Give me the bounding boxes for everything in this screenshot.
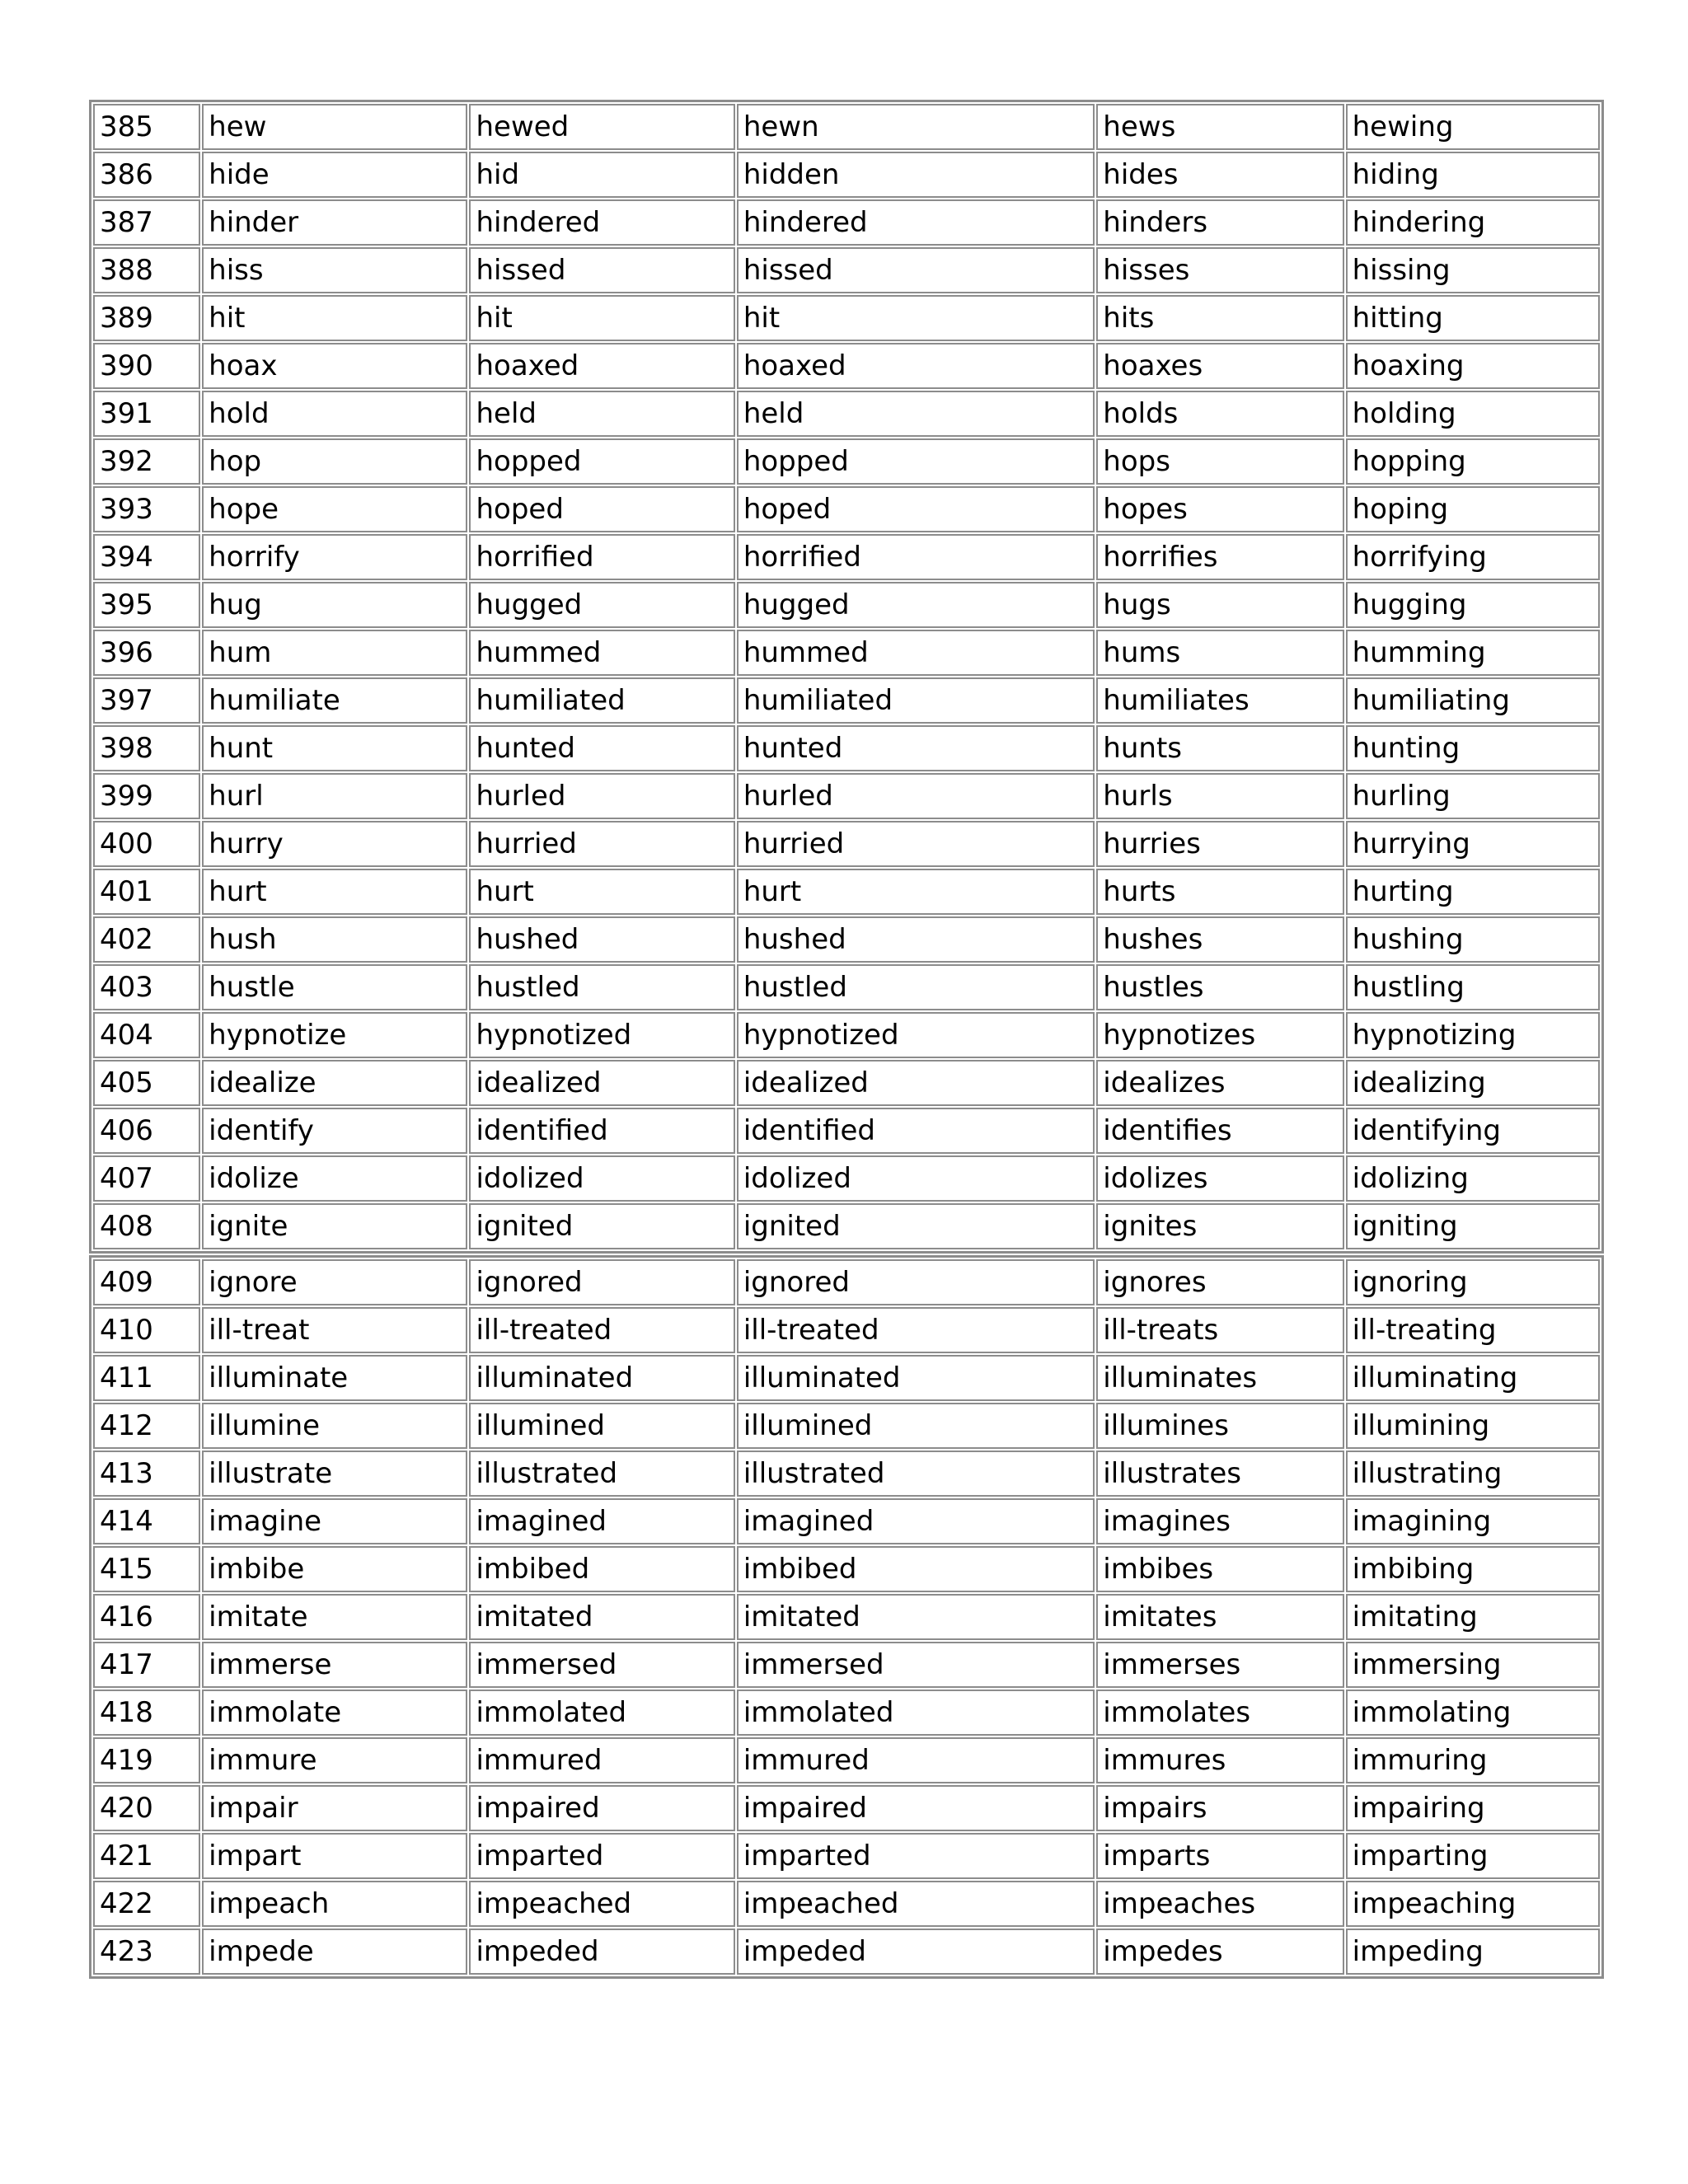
row-number-cell: 401 bbox=[93, 869, 200, 915]
row-number-cell: 418 bbox=[93, 1690, 200, 1736]
table-row bbox=[93, 677, 1600, 724]
row-number-cell: 399 bbox=[93, 773, 200, 819]
table-row bbox=[93, 534, 1600, 580]
present-participle-cell: hurrying bbox=[1346, 821, 1600, 867]
present-participle-cell: immolating bbox=[1346, 1690, 1600, 1736]
third-person-singular-cell: hypnotizes bbox=[1096, 1012, 1343, 1058]
row-number-cell: 420 bbox=[93, 1785, 200, 1831]
third-person-singular-cell: hurries bbox=[1096, 821, 1343, 867]
third-person-singular-cell: hopes bbox=[1096, 486, 1343, 532]
table-row bbox=[93, 1403, 1600, 1449]
third-person-singular-cell: ignores bbox=[1096, 1259, 1343, 1305]
third-person-singular-cell: hugs bbox=[1096, 582, 1343, 628]
table-row bbox=[93, 199, 1600, 246]
table-row bbox=[93, 1108, 1600, 1154]
table-row bbox=[93, 1642, 1600, 1688]
base-form-cell: humiliate bbox=[202, 677, 467, 724]
verb-table-2 bbox=[89, 1255, 1604, 1979]
past-simple-cell: hurled bbox=[469, 773, 734, 819]
past-participle-cell: hurt bbox=[737, 869, 1095, 915]
past-simple-cell: hit bbox=[469, 295, 734, 341]
past-participle-cell: idealized bbox=[737, 1060, 1095, 1106]
third-person-singular-cell: illustrates bbox=[1096, 1451, 1343, 1497]
row-number-cell: 405 bbox=[93, 1060, 200, 1106]
past-simple-cell: hoped bbox=[469, 486, 734, 532]
present-participle-cell: impairing bbox=[1346, 1785, 1600, 1831]
past-participle-cell: illustrated bbox=[737, 1451, 1095, 1497]
past-participle-cell: imagined bbox=[737, 1498, 1095, 1544]
third-person-singular-cell: hurls bbox=[1096, 773, 1343, 819]
third-person-singular-cell: identifies bbox=[1096, 1108, 1343, 1154]
past-participle-cell: imbibed bbox=[737, 1546, 1095, 1592]
present-participle-cell: ill-treating bbox=[1346, 1307, 1600, 1353]
table-row bbox=[93, 1737, 1600, 1783]
table-row bbox=[93, 343, 1600, 389]
verb-table-body bbox=[93, 104, 1600, 1249]
table-row bbox=[93, 1259, 1600, 1305]
base-form-cell: idolize bbox=[202, 1155, 467, 1202]
table-row bbox=[93, 725, 1600, 771]
past-participle-cell: hushed bbox=[737, 916, 1095, 963]
base-form-cell: horrify bbox=[202, 534, 467, 580]
past-simple-cell: imparted bbox=[469, 1833, 734, 1879]
base-form-cell: hoax bbox=[202, 343, 467, 389]
present-participle-cell: hunting bbox=[1346, 725, 1600, 771]
row-number-cell: 406 bbox=[93, 1108, 200, 1154]
row-number-cell: 404 bbox=[93, 1012, 200, 1058]
third-person-singular-cell: illumines bbox=[1096, 1403, 1343, 1449]
verb-tables bbox=[89, 100, 1604, 1979]
past-participle-cell: imitated bbox=[737, 1594, 1095, 1640]
past-simple-cell: hopped bbox=[469, 438, 734, 485]
present-participle-cell: hurling bbox=[1346, 773, 1600, 819]
third-person-singular-cell: holds bbox=[1096, 391, 1343, 437]
past-participle-cell: hunted bbox=[737, 725, 1095, 771]
past-simple-cell: illumined bbox=[469, 1403, 734, 1449]
past-participle-cell: hustled bbox=[737, 964, 1095, 1010]
row-number-cell: 407 bbox=[93, 1155, 200, 1202]
base-form-cell: imitate bbox=[202, 1594, 467, 1640]
row-number-cell: 400 bbox=[93, 821, 200, 867]
base-form-cell: imagine bbox=[202, 1498, 467, 1544]
present-participle-cell: illustrating bbox=[1346, 1451, 1600, 1497]
row-number-cell: 389 bbox=[93, 295, 200, 341]
base-form-cell: immolate bbox=[202, 1690, 467, 1736]
verb-table-body bbox=[93, 1259, 1600, 1975]
past-simple-cell: immolated bbox=[469, 1690, 734, 1736]
past-simple-cell: hindered bbox=[469, 199, 734, 246]
past-participle-cell: impaired bbox=[737, 1785, 1095, 1831]
table-row bbox=[93, 1355, 1600, 1401]
past-participle-cell: ignited bbox=[737, 1203, 1095, 1249]
row-number-cell: 409 bbox=[93, 1259, 200, 1305]
third-person-singular-cell: horrifies bbox=[1096, 534, 1343, 580]
past-simple-cell: hushed bbox=[469, 916, 734, 963]
present-participle-cell: ignoring bbox=[1346, 1259, 1600, 1305]
past-participle-cell: hurried bbox=[737, 821, 1095, 867]
past-participle-cell: hurled bbox=[737, 773, 1095, 819]
past-simple-cell: imagined bbox=[469, 1498, 734, 1544]
base-form-cell: immure bbox=[202, 1737, 467, 1783]
third-person-singular-cell: immolates bbox=[1096, 1690, 1343, 1736]
base-form-cell: immerse bbox=[202, 1642, 467, 1688]
row-number-cell: 388 bbox=[93, 247, 200, 293]
past-participle-cell: immersed bbox=[737, 1642, 1095, 1688]
third-person-singular-cell: hinders bbox=[1096, 199, 1343, 246]
third-person-singular-cell: idolizes bbox=[1096, 1155, 1343, 1202]
past-simple-cell: imbibed bbox=[469, 1546, 734, 1592]
past-participle-cell: hit bbox=[737, 295, 1095, 341]
third-person-singular-cell: hews bbox=[1096, 104, 1343, 150]
table-row bbox=[93, 916, 1600, 963]
past-participle-cell: horrified bbox=[737, 534, 1095, 580]
base-form-cell: identify bbox=[202, 1108, 467, 1154]
base-form-cell: hunt bbox=[202, 725, 467, 771]
past-participle-cell: ill-treated bbox=[737, 1307, 1095, 1353]
row-number-cell: 386 bbox=[93, 152, 200, 198]
present-participle-cell: igniting bbox=[1346, 1203, 1600, 1249]
table-row bbox=[93, 1785, 1600, 1831]
third-person-singular-cell: illuminates bbox=[1096, 1355, 1343, 1401]
base-form-cell: idealize bbox=[202, 1060, 467, 1106]
table-row bbox=[93, 486, 1600, 532]
third-person-singular-cell: impeaches bbox=[1096, 1881, 1343, 1927]
present-participle-cell: hugging bbox=[1346, 582, 1600, 628]
past-simple-cell: hissed bbox=[469, 247, 734, 293]
table-row bbox=[93, 1594, 1600, 1640]
row-number-cell: 391 bbox=[93, 391, 200, 437]
past-simple-cell: hunted bbox=[469, 725, 734, 771]
row-number-cell: 403 bbox=[93, 964, 200, 1010]
past-participle-cell: held bbox=[737, 391, 1095, 437]
row-number-cell: 419 bbox=[93, 1737, 200, 1783]
base-form-cell: illuminate bbox=[202, 1355, 467, 1401]
present-participle-cell: imbibing bbox=[1346, 1546, 1600, 1592]
third-person-singular-cell: ill-treats bbox=[1096, 1307, 1343, 1353]
past-participle-cell: impeded bbox=[737, 1929, 1095, 1975]
past-participle-cell: hopped bbox=[737, 438, 1095, 485]
present-participle-cell: hopping bbox=[1346, 438, 1600, 485]
row-number-cell: 411 bbox=[93, 1355, 200, 1401]
third-person-singular-cell: hums bbox=[1096, 630, 1343, 676]
row-number-cell: 392 bbox=[93, 438, 200, 485]
past-simple-cell: immured bbox=[469, 1737, 734, 1783]
base-form-cell: impart bbox=[202, 1833, 467, 1879]
row-number-cell: 421 bbox=[93, 1833, 200, 1879]
third-person-singular-cell: hurts bbox=[1096, 869, 1343, 915]
row-number-cell: 422 bbox=[93, 1881, 200, 1927]
row-number-cell: 395 bbox=[93, 582, 200, 628]
table-row bbox=[93, 821, 1600, 867]
present-participle-cell: hustling bbox=[1346, 964, 1600, 1010]
past-simple-cell: illustrated bbox=[469, 1451, 734, 1497]
row-number-cell: 408 bbox=[93, 1203, 200, 1249]
third-person-singular-cell: hushes bbox=[1096, 916, 1343, 963]
base-form-cell: hiss bbox=[202, 247, 467, 293]
base-form-cell: hypnotize bbox=[202, 1012, 467, 1058]
past-simple-cell: horrified bbox=[469, 534, 734, 580]
past-simple-cell: idealized bbox=[469, 1060, 734, 1106]
third-person-singular-cell: imparts bbox=[1096, 1833, 1343, 1879]
row-number-cell: 410 bbox=[93, 1307, 200, 1353]
present-participle-cell: hewing bbox=[1346, 104, 1600, 150]
past-simple-cell: hypnotized bbox=[469, 1012, 734, 1058]
base-form-cell: hush bbox=[202, 916, 467, 963]
table-row bbox=[93, 1451, 1600, 1497]
third-person-singular-cell: hustles bbox=[1096, 964, 1343, 1010]
table-row bbox=[93, 1012, 1600, 1058]
past-participle-cell: immured bbox=[737, 1737, 1095, 1783]
base-form-cell: hide bbox=[202, 152, 467, 198]
row-number-cell: 390 bbox=[93, 343, 200, 389]
third-person-singular-cell: hides bbox=[1096, 152, 1343, 198]
base-form-cell: impeach bbox=[202, 1881, 467, 1927]
third-person-singular-cell: impedes bbox=[1096, 1929, 1343, 1975]
present-participle-cell: humming bbox=[1346, 630, 1600, 676]
present-participle-cell: hushing bbox=[1346, 916, 1600, 963]
row-number-cell: 398 bbox=[93, 725, 200, 771]
table-row bbox=[93, 869, 1600, 915]
table-row bbox=[93, 964, 1600, 1010]
present-participle-cell: identifying bbox=[1346, 1108, 1600, 1154]
present-participle-cell: hitting bbox=[1346, 295, 1600, 341]
present-participle-cell: idealizing bbox=[1346, 1060, 1600, 1106]
past-simple-cell: humiliated bbox=[469, 677, 734, 724]
past-simple-cell: ill-treated bbox=[469, 1307, 734, 1353]
third-person-singular-cell: immerses bbox=[1096, 1642, 1343, 1688]
past-participle-cell: hindered bbox=[737, 199, 1095, 246]
base-form-cell: hurry bbox=[202, 821, 467, 867]
past-participle-cell: identified bbox=[737, 1108, 1095, 1154]
row-number-cell: 416 bbox=[93, 1594, 200, 1640]
table-row bbox=[93, 391, 1600, 437]
present-participle-cell: impeding bbox=[1346, 1929, 1600, 1975]
base-form-cell: hurt bbox=[202, 869, 467, 915]
past-participle-cell: hissed bbox=[737, 247, 1095, 293]
row-number-cell: 413 bbox=[93, 1451, 200, 1497]
row-number-cell: 423 bbox=[93, 1929, 200, 1975]
table-row bbox=[93, 1498, 1600, 1544]
past-simple-cell: hummed bbox=[469, 630, 734, 676]
table-row bbox=[93, 773, 1600, 819]
present-participle-cell: immersing bbox=[1346, 1642, 1600, 1688]
past-participle-cell: impeached bbox=[737, 1881, 1095, 1927]
base-form-cell: hope bbox=[202, 486, 467, 532]
table-row bbox=[93, 295, 1600, 341]
third-person-singular-cell: hits bbox=[1096, 295, 1343, 341]
table-row bbox=[93, 438, 1600, 485]
past-participle-cell: illumined bbox=[737, 1403, 1095, 1449]
past-participle-cell: idolized bbox=[737, 1155, 1095, 1202]
third-person-singular-cell: immures bbox=[1096, 1737, 1343, 1783]
past-simple-cell: hustled bbox=[469, 964, 734, 1010]
base-form-cell: hold bbox=[202, 391, 467, 437]
row-number-cell: 394 bbox=[93, 534, 200, 580]
third-person-singular-cell: hoaxes bbox=[1096, 343, 1343, 389]
row-number-cell: 393 bbox=[93, 486, 200, 532]
table-row bbox=[93, 630, 1600, 676]
table-row bbox=[93, 1307, 1600, 1353]
present-participle-cell: imitating bbox=[1346, 1594, 1600, 1640]
past-participle-cell: hypnotized bbox=[737, 1012, 1095, 1058]
present-participle-cell: hoaxing bbox=[1346, 343, 1600, 389]
third-person-singular-cell: imagines bbox=[1096, 1498, 1343, 1544]
past-participle-cell: hewn bbox=[737, 104, 1095, 150]
past-simple-cell: imitated bbox=[469, 1594, 734, 1640]
past-participle-cell: imparted bbox=[737, 1833, 1095, 1879]
present-participle-cell: hypnotizing bbox=[1346, 1012, 1600, 1058]
third-person-singular-cell: humiliates bbox=[1096, 677, 1343, 724]
third-person-singular-cell: idealizes bbox=[1096, 1060, 1343, 1106]
past-simple-cell: hewed bbox=[469, 104, 734, 150]
past-participle-cell: hummed bbox=[737, 630, 1095, 676]
past-simple-cell: impeached bbox=[469, 1881, 734, 1927]
base-form-cell: hinder bbox=[202, 199, 467, 246]
third-person-singular-cell: hops bbox=[1096, 438, 1343, 485]
base-form-cell: hustle bbox=[202, 964, 467, 1010]
table-row bbox=[93, 1155, 1600, 1202]
row-number-cell: 396 bbox=[93, 630, 200, 676]
past-simple-cell: hoaxed bbox=[469, 343, 734, 389]
past-simple-cell: ignited bbox=[469, 1203, 734, 1249]
past-participle-cell: hugged bbox=[737, 582, 1095, 628]
past-simple-cell: idolized bbox=[469, 1155, 734, 1202]
base-form-cell: hug bbox=[202, 582, 467, 628]
past-simple-cell: hurt bbox=[469, 869, 734, 915]
present-participle-cell: hiding bbox=[1346, 152, 1600, 198]
table-row bbox=[93, 104, 1600, 150]
base-form-cell: ignite bbox=[202, 1203, 467, 1249]
past-participle-cell: humiliated bbox=[737, 677, 1095, 724]
present-participle-cell: hindering bbox=[1346, 199, 1600, 246]
past-simple-cell: illuminated bbox=[469, 1355, 734, 1401]
present-participle-cell: idolizing bbox=[1346, 1155, 1600, 1202]
past-participle-cell: hoped bbox=[737, 486, 1095, 532]
past-participle-cell: illuminated bbox=[737, 1355, 1095, 1401]
row-number-cell: 417 bbox=[93, 1642, 200, 1688]
past-simple-cell: immersed bbox=[469, 1642, 734, 1688]
past-simple-cell: ignored bbox=[469, 1259, 734, 1305]
present-participle-cell: illumining bbox=[1346, 1403, 1600, 1449]
row-number-cell: 412 bbox=[93, 1403, 200, 1449]
past-simple-cell: impaired bbox=[469, 1785, 734, 1831]
past-participle-cell: immolated bbox=[737, 1690, 1095, 1736]
table-row bbox=[93, 1929, 1600, 1975]
third-person-singular-cell: hunts bbox=[1096, 725, 1343, 771]
table-row bbox=[93, 582, 1600, 628]
row-number-cell: 415 bbox=[93, 1546, 200, 1592]
past-participle-cell: hoaxed bbox=[737, 343, 1095, 389]
table-row bbox=[93, 1060, 1600, 1106]
base-form-cell: ill-treat bbox=[202, 1307, 467, 1353]
table-row bbox=[93, 152, 1600, 198]
present-participle-cell: illuminating bbox=[1346, 1355, 1600, 1401]
third-person-singular-cell: imbibes bbox=[1096, 1546, 1343, 1592]
past-simple-cell: impeded bbox=[469, 1929, 734, 1975]
table-row bbox=[93, 1546, 1600, 1592]
base-form-cell: hit bbox=[202, 295, 467, 341]
present-participle-cell: humiliating bbox=[1346, 677, 1600, 724]
row-number-cell: 414 bbox=[93, 1498, 200, 1544]
base-form-cell: hop bbox=[202, 438, 467, 485]
base-form-cell: illumine bbox=[202, 1403, 467, 1449]
row-number-cell: 385 bbox=[93, 104, 200, 150]
base-form-cell: impair bbox=[202, 1785, 467, 1831]
base-form-cell: ignore bbox=[202, 1259, 467, 1305]
third-person-singular-cell: impairs bbox=[1096, 1785, 1343, 1831]
past-participle-cell: ignored bbox=[737, 1259, 1095, 1305]
present-participle-cell: immuring bbox=[1346, 1737, 1600, 1783]
present-participle-cell: hissing bbox=[1346, 247, 1600, 293]
row-number-cell: 402 bbox=[93, 916, 200, 963]
table-row bbox=[93, 1690, 1600, 1736]
past-simple-cell: held bbox=[469, 391, 734, 437]
past-simple-cell: identified bbox=[469, 1108, 734, 1154]
third-person-singular-cell: imitates bbox=[1096, 1594, 1343, 1640]
present-participle-cell: imparting bbox=[1346, 1833, 1600, 1879]
present-participle-cell: imagining bbox=[1346, 1498, 1600, 1544]
past-participle-cell: hidden bbox=[737, 152, 1095, 198]
present-participle-cell: holding bbox=[1346, 391, 1600, 437]
past-simple-cell: hid bbox=[469, 152, 734, 198]
present-participle-cell: horrifying bbox=[1346, 534, 1600, 580]
row-number-cell: 387 bbox=[93, 199, 200, 246]
third-person-singular-cell: ignites bbox=[1096, 1203, 1343, 1249]
present-participle-cell: hurting bbox=[1346, 869, 1600, 915]
base-form-cell: illustrate bbox=[202, 1451, 467, 1497]
past-simple-cell: hurried bbox=[469, 821, 734, 867]
base-form-cell: hum bbox=[202, 630, 467, 676]
table-row bbox=[93, 247, 1600, 293]
table-row bbox=[93, 1881, 1600, 1927]
row-number-cell: 397 bbox=[93, 677, 200, 724]
base-form-cell: hurl bbox=[202, 773, 467, 819]
base-form-cell: imbibe bbox=[202, 1546, 467, 1592]
base-form-cell: hew bbox=[202, 104, 467, 150]
present-participle-cell: impeaching bbox=[1346, 1881, 1600, 1927]
verb-table-1 bbox=[89, 100, 1604, 1254]
table-row bbox=[93, 1833, 1600, 1879]
third-person-singular-cell: hisses bbox=[1096, 247, 1343, 293]
past-simple-cell: hugged bbox=[469, 582, 734, 628]
table-row bbox=[93, 1203, 1600, 1249]
present-participle-cell: hoping bbox=[1346, 486, 1600, 532]
base-form-cell: impede bbox=[202, 1929, 467, 1975]
